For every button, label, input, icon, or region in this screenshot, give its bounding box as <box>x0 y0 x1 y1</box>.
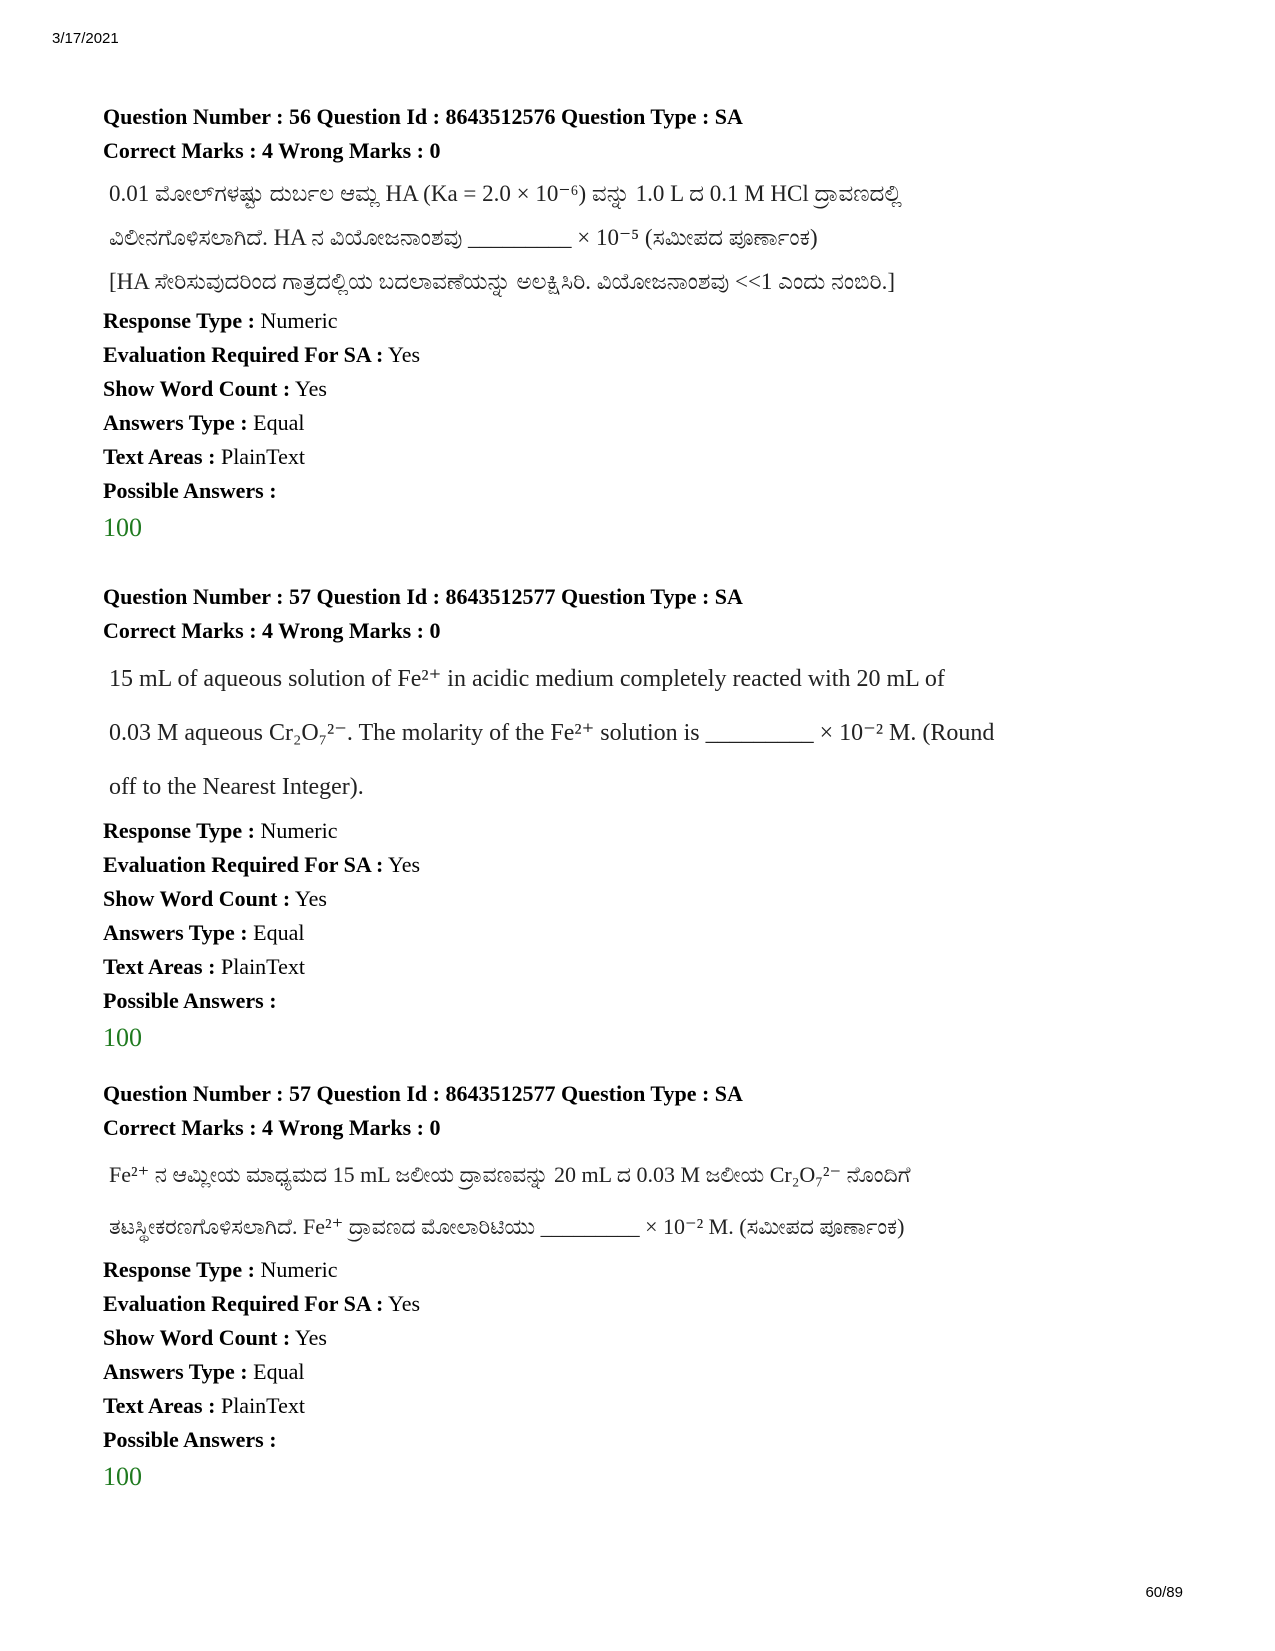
show-word-count-label: Show Word Count : <box>103 886 291 911</box>
question-text <box>109 172 1197 304</box>
possible-answer-value: 100 <box>103 513 142 542</box>
evaluation-required-row <box>103 1287 1203 1321</box>
show-word-count-label: Show Word Count : <box>103 376 291 401</box>
text-areas-row <box>103 1389 1203 1423</box>
text-areas-value: PlainText <box>220 954 305 979</box>
question-text-line: ವಿಲೀನಗೊಳಿಸಲಾಗಿದೆ. HA ನ ವಿಯೋಜನಾಂಶವು _________ × 10⁻⁵ (ಸಮೀಪದ ಪೂರ್ಣಾಂಕ) <box>109 225 818 250</box>
possible-answers-row <box>103 984 1203 1018</box>
possible-answers-label: Possible Answers : <box>103 1427 277 1452</box>
show-word-count-value: Yes <box>294 886 327 911</box>
question-marks: Correct Marks : 4 Wrong Marks : 0 <box>103 618 441 643</box>
answers-type-value: Equal <box>253 920 305 945</box>
answers-type-label: Answers Type : <box>103 410 248 435</box>
show-word-count-row <box>103 882 1203 916</box>
evaluation-required-row <box>103 848 1203 882</box>
evaluation-required-label: Evaluation Required For SA : <box>103 1291 384 1316</box>
possible-answers-row <box>103 474 1203 508</box>
evaluation-required-row <box>103 338 1203 372</box>
response-type-label: Response Type : <box>103 308 255 333</box>
answers-type-row <box>103 1355 1203 1389</box>
response-type-row <box>103 304 1203 338</box>
text-areas-label: Text Areas : <box>103 1393 216 1418</box>
question-text-line: 15 mL of aqueous solution of Fe²⁺ in acidic medium completely reacted with 20 mL of <box>109 666 945 692</box>
question-text-line: off to the Nearest Integer). <box>109 774 364 800</box>
response-type-row <box>103 1253 1203 1287</box>
page-number: 60/89 <box>1145 1584 1183 1601</box>
question-text <box>109 1149 1197 1253</box>
show-word-count-row <box>103 1321 1203 1355</box>
evaluation-required-value: Yes <box>388 342 421 367</box>
answers-type-label: Answers Type : <box>103 920 248 945</box>
question-marks: Correct Marks : 4 Wrong Marks : 0 <box>103 138 441 163</box>
evaluation-required-label: Evaluation Required For SA : <box>103 852 384 877</box>
show-word-count-label: Show Word Count : <box>103 1325 291 1350</box>
possible-answer-value: 100 <box>103 1462 142 1491</box>
show-word-count-value: Yes <box>294 1325 327 1350</box>
question-header: Question Number : 57 Question Id : 8643512577 Question Type : SA <box>103 584 743 609</box>
question-text <box>109 652 1197 814</box>
question-text-line: [HA ಸೇರಿಸುವುದರಿಂದ ಗಾತ್ರದಲ್ಲಿಯ ಬದಲಾವಣೆಯನ್ನು ಅಲಕ್ಷಿಸಿರಿ. ವಿಯೋಜನಾಂಶವು <<1 ಎಂದು ನಂಬಿರಿ.] <box>109 269 896 294</box>
response-type-value: Numeric <box>260 308 338 333</box>
response-type-value: Numeric <box>260 1257 338 1282</box>
show-word-count-value: Yes <box>294 376 327 401</box>
question-text-line: 0.01 ಮೋಲ್‌ಗಳಷ್ಟು ದುರ್ಬಲ ಆಮ್ಲ HA (Ka = 2.0 × 10⁻⁶) ವನ್ನು 1.0 L ದ 0.1 M HCl ದ್ರಾವಣದಲ್ಲಿ <box>109 181 902 206</box>
question-block <box>103 580 1203 1056</box>
possible-answer-value: 100 <box>103 1023 142 1052</box>
text-areas-value: PlainText <box>220 444 305 469</box>
question-header: Question Number : 57 Question Id : 8643512577 Question Type : SA <box>103 1081 743 1106</box>
text-areas-row <box>103 950 1203 984</box>
text-areas-label: Text Areas : <box>103 954 216 979</box>
question-text-line: Fe²⁺ ನ ಆಮ್ಲೀಯ ಮಾಧ್ಯಮದ 15 mL ಜಲೀಯ ದ್ರಾವಣವನ್ನು 20 mL ದ 0.03 M ಜಲೀಯ Cr₂O₇²⁻ ನೊಂದಿಗೆ <box>109 1162 911 1187</box>
evaluation-required-value: Yes <box>388 852 421 877</box>
question-header: Question Number : 56 Question Id : 8643512576 Question Type : SA <box>103 104 743 129</box>
answers-type-row <box>103 406 1203 440</box>
text-areas-value: PlainText <box>220 1393 305 1418</box>
print-date: 3/17/2021 <box>52 30 119 47</box>
evaluation-required-label: Evaluation Required For SA : <box>103 342 384 367</box>
question-text-line: 0.03 M aqueous Cr₂O₇²⁻. The molarity of the Fe²⁺ solution is _________ × 10⁻² M. (Round <box>109 720 995 746</box>
response-type-value: Numeric <box>260 818 338 843</box>
possible-answers-label: Possible Answers : <box>103 988 277 1013</box>
answers-type-value: Equal <box>253 410 305 435</box>
response-type-row <box>103 814 1203 848</box>
response-type-label: Response Type : <box>103 818 255 843</box>
question-block <box>103 1077 1203 1495</box>
response-type-label: Response Type : <box>103 1257 255 1282</box>
answers-type-value: Equal <box>253 1359 305 1384</box>
show-word-count-row <box>103 372 1203 406</box>
answers-type-label: Answers Type : <box>103 1359 248 1384</box>
text-areas-row <box>103 440 1203 474</box>
question-marks: Correct Marks : 4 Wrong Marks : 0 <box>103 1115 441 1140</box>
question-block <box>103 100 1203 546</box>
possible-answers-label: Possible Answers : <box>103 478 277 503</box>
answers-type-row <box>103 916 1203 950</box>
text-areas-label: Text Areas : <box>103 444 216 469</box>
question-text-line: ತಟಸ್ಥೀಕರಣಗೊಳಿಸಲಾಗಿದೆ. Fe²⁺ ದ್ರಾವಣದ ಮೋಲಾರಿಟಿಯು _________ × 10⁻² M. (ಸಮೀಪದ ಪೂರ್ಣಾಂಕ) <box>109 1214 905 1239</box>
evaluation-required-value: Yes <box>388 1291 421 1316</box>
possible-answers-row <box>103 1423 1203 1457</box>
